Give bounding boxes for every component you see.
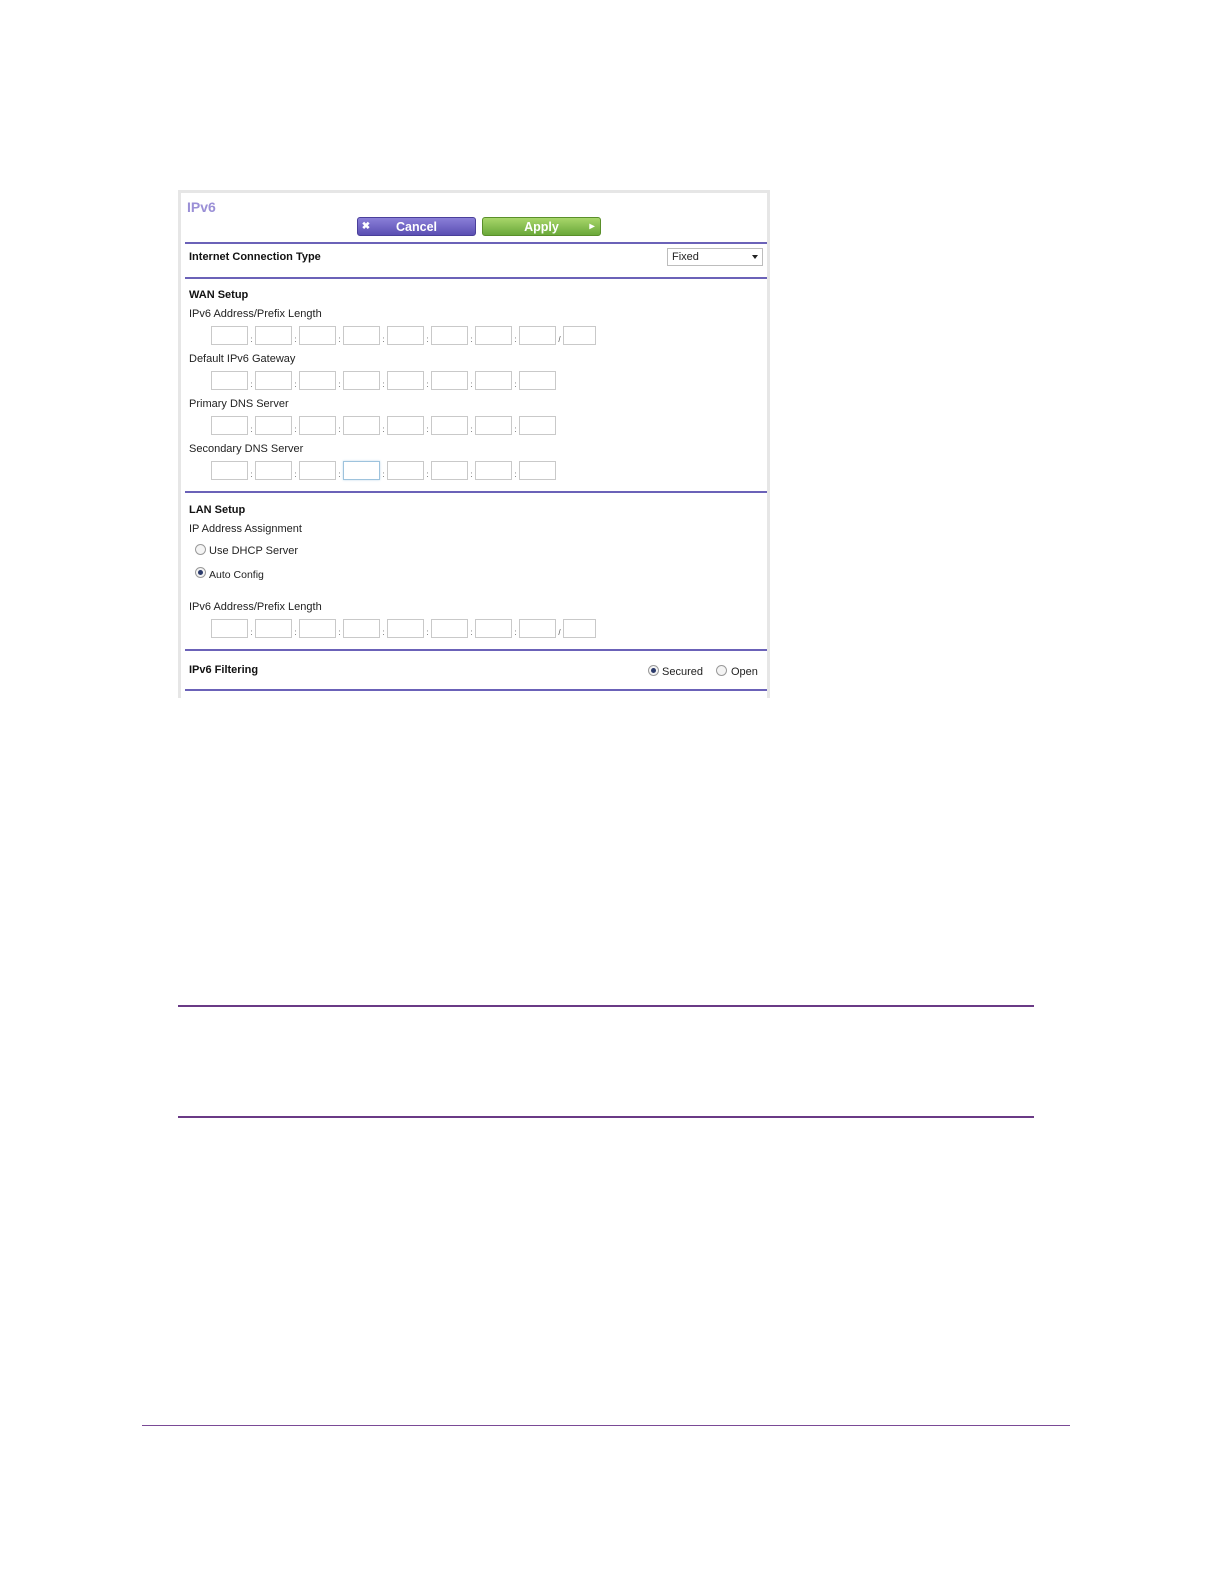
open-label: Open — [731, 666, 758, 678]
primary-dns-segment-input[interactable] — [519, 416, 556, 435]
ip-assignment-label: IP Address Assignment — [189, 523, 302, 535]
close-icon: ✖ — [361, 221, 371, 232]
ipv6-segment-input[interactable] — [431, 326, 468, 345]
primary-dns-label: Primary DNS Server — [189, 398, 289, 410]
gateway-segment-input[interactable] — [475, 371, 512, 390]
secondary-dns-segment-input[interactable] — [475, 461, 512, 480]
arrow-right-icon: ▸ — [589, 221, 595, 232]
ipv6-segment-input[interactable] — [343, 619, 380, 638]
ipv6-segment-input[interactable] — [255, 619, 292, 638]
ipv6-segment-input[interactable] — [255, 326, 292, 345]
gateway-segment-input[interactable] — [255, 371, 292, 390]
cancel-button[interactable] — [357, 217, 476, 236]
ipv6-segment-input[interactable] — [211, 619, 248, 638]
wan-ipv6-address-fields: : : : : : : : / — [211, 324, 596, 345]
prefix-length-input[interactable] — [563, 326, 596, 345]
ipv6-segment-input[interactable] — [299, 326, 336, 345]
ipv6-segment-input[interactable] — [343, 326, 380, 345]
primary-dns-fields: : : : : : : : — [211, 414, 556, 435]
ipv6-segment-input[interactable] — [211, 326, 248, 345]
cancel-button-label: Cancel — [396, 219, 437, 234]
primary-dns-segment-input[interactable] — [211, 416, 248, 435]
use-dhcp-label: Use DHCP Server — [209, 545, 299, 557]
secondary-dns-fields: : : : : : : : — [211, 459, 556, 480]
ipv6-segment-input[interactable] — [431, 619, 468, 638]
prefix-length-input[interactable] — [563, 619, 596, 638]
divider — [185, 689, 767, 691]
gateway-segment-input[interactable] — [211, 371, 248, 390]
primary-dns-segment-input[interactable] — [431, 416, 468, 435]
connection-type-label: Internet Connection Type — [189, 251, 321, 263]
divider — [185, 491, 767, 493]
secondary-dns-segment-input[interactable] — [299, 461, 336, 480]
gateway-label: Default IPv6 Gateway — [189, 353, 296, 365]
gateway-segment-input[interactable] — [299, 371, 336, 390]
wan-setup-heading: WAN Setup — [189, 289, 249, 301]
gateway-segment-input[interactable] — [343, 371, 380, 390]
chevron-down-icon — [752, 255, 758, 259]
secondary-dns-label: Secondary DNS Server — [189, 443, 304, 455]
gateway-segment-input[interactable] — [519, 371, 556, 390]
ipv6-filtering-label: IPv6 Filtering — [189, 664, 259, 676]
open-radio[interactable] — [716, 665, 727, 676]
divider — [185, 649, 767, 651]
page-title: IPv6 — [187, 199, 216, 215]
document-rule — [178, 1005, 1034, 1007]
gateway-fields: : : : : : : : — [211, 369, 556, 390]
ipv6-segment-input[interactable] — [475, 326, 512, 345]
secondary-dns-segment-input[interactable] — [431, 461, 468, 480]
secondary-dns-segment-input[interactable] — [211, 461, 248, 480]
primary-dns-segment-input[interactable] — [299, 416, 336, 435]
ipv6-segment-input[interactable] — [387, 326, 424, 345]
lan-ipv6-label: IPv6 Address/Prefix Length — [189, 601, 322, 613]
use-dhcp-radio[interactable] — [195, 544, 206, 555]
secondary-dns-segment-input[interactable] — [255, 461, 292, 480]
ipv6-segment-input[interactable] — [519, 619, 556, 638]
connection-type-value: Fixed — [672, 251, 699, 263]
ipv6-segment-input[interactable] — [387, 619, 424, 638]
gateway-segment-input[interactable] — [431, 371, 468, 390]
connection-type-select[interactable] — [667, 248, 763, 266]
lan-setup-heading: LAN Setup — [189, 504, 246, 516]
auto-config-radio[interactable] — [195, 567, 206, 578]
gateway-segment-input[interactable] — [387, 371, 424, 390]
ipv6-segment-input[interactable] — [475, 619, 512, 638]
auto-config-label: Auto Config — [209, 569, 264, 581]
apply-button-label: Apply — [524, 219, 559, 234]
ipv6-settings-panel — [178, 190, 770, 698]
secondary-dns-segment-input[interactable] — [519, 461, 556, 480]
footer-rule — [142, 1425, 1070, 1426]
ipv6-segment-input[interactable] — [519, 326, 556, 345]
primary-dns-segment-input[interactable] — [387, 416, 424, 435]
secondary-dns-segment-input[interactable] — [343, 461, 380, 480]
document-rule — [178, 1116, 1034, 1118]
lan-ipv6-address-fields: : : : : : : : / — [211, 617, 596, 638]
secured-radio[interactable] — [648, 665, 659, 676]
divider — [185, 242, 767, 244]
divider — [185, 277, 767, 279]
wan-ipv6-label: IPv6 Address/Prefix Length — [189, 308, 322, 320]
secured-label: Secured — [662, 666, 703, 678]
ipv6-segment-input[interactable] — [299, 619, 336, 638]
primary-dns-segment-input[interactable] — [475, 416, 512, 435]
secondary-dns-segment-input[interactable] — [387, 461, 424, 480]
primary-dns-segment-input[interactable] — [343, 416, 380, 435]
primary-dns-segment-input[interactable] — [255, 416, 292, 435]
apply-button[interactable] — [482, 217, 601, 236]
